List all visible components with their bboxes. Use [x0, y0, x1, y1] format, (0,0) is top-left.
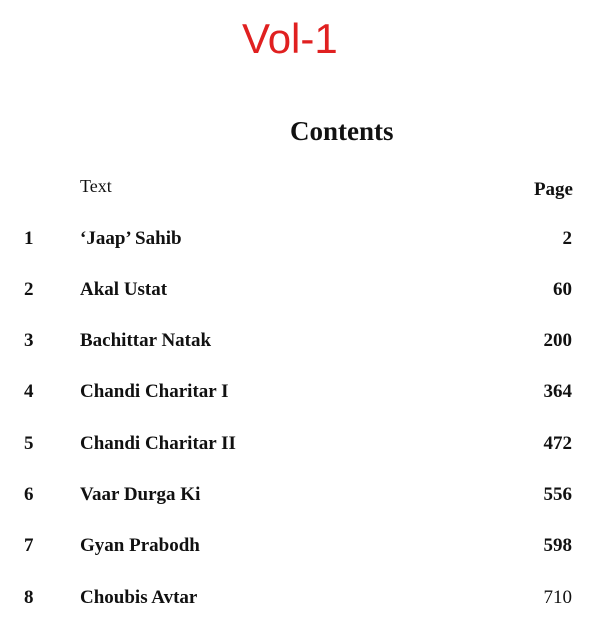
- entry-page: 364: [543, 381, 572, 402]
- entry-number: 4: [24, 381, 34, 402]
- toc-entry: [0, 226, 600, 252]
- entry-number: 2: [24, 279, 34, 300]
- entry-title: Chandi Charitar II: [80, 433, 236, 454]
- volume-label: Vol-1: [242, 15, 338, 62]
- entry-page: 598: [543, 535, 572, 556]
- entry-number: 1: [24, 228, 34, 249]
- toc-entry: [0, 585, 600, 611]
- toc-entry: [0, 482, 600, 508]
- column-header-page: Page: [533, 179, 573, 200]
- entry-number: 8: [24, 587, 34, 608]
- page-title: Contents: [290, 116, 394, 146]
- entry-number: 5: [24, 433, 34, 454]
- entry-page: 710: [543, 587, 572, 608]
- entry-page: 472: [543, 433, 572, 454]
- entry-page: 200: [543, 330, 572, 351]
- entry-page: 556: [543, 484, 572, 505]
- entry-title: ‘Jaap’ Sahib: [80, 228, 182, 249]
- column-header-text: Text: [80, 176, 112, 196]
- entry-page: 2: [562, 228, 572, 249]
- toc-entry: [0, 328, 600, 354]
- toc-entry: [0, 431, 600, 457]
- toc-entry: [0, 277, 600, 303]
- entry-title: Bachittar Natak: [80, 330, 212, 351]
- entry-title: Akal Ustat: [80, 279, 168, 300]
- entry-title: Chandi Charitar I: [80, 381, 229, 402]
- entry-title: Choubis Avtar: [80, 587, 198, 608]
- entry-title: Vaar Durga Ki: [80, 484, 201, 505]
- toc-entry: [0, 379, 600, 405]
- entry-title: Gyan Prabodh: [80, 535, 200, 556]
- toc-entry: [0, 533, 600, 559]
- entry-number: 3: [24, 330, 34, 351]
- entry-number: 7: [24, 535, 34, 556]
- entry-page: 60: [553, 279, 572, 300]
- entry-number: 6: [24, 484, 34, 505]
